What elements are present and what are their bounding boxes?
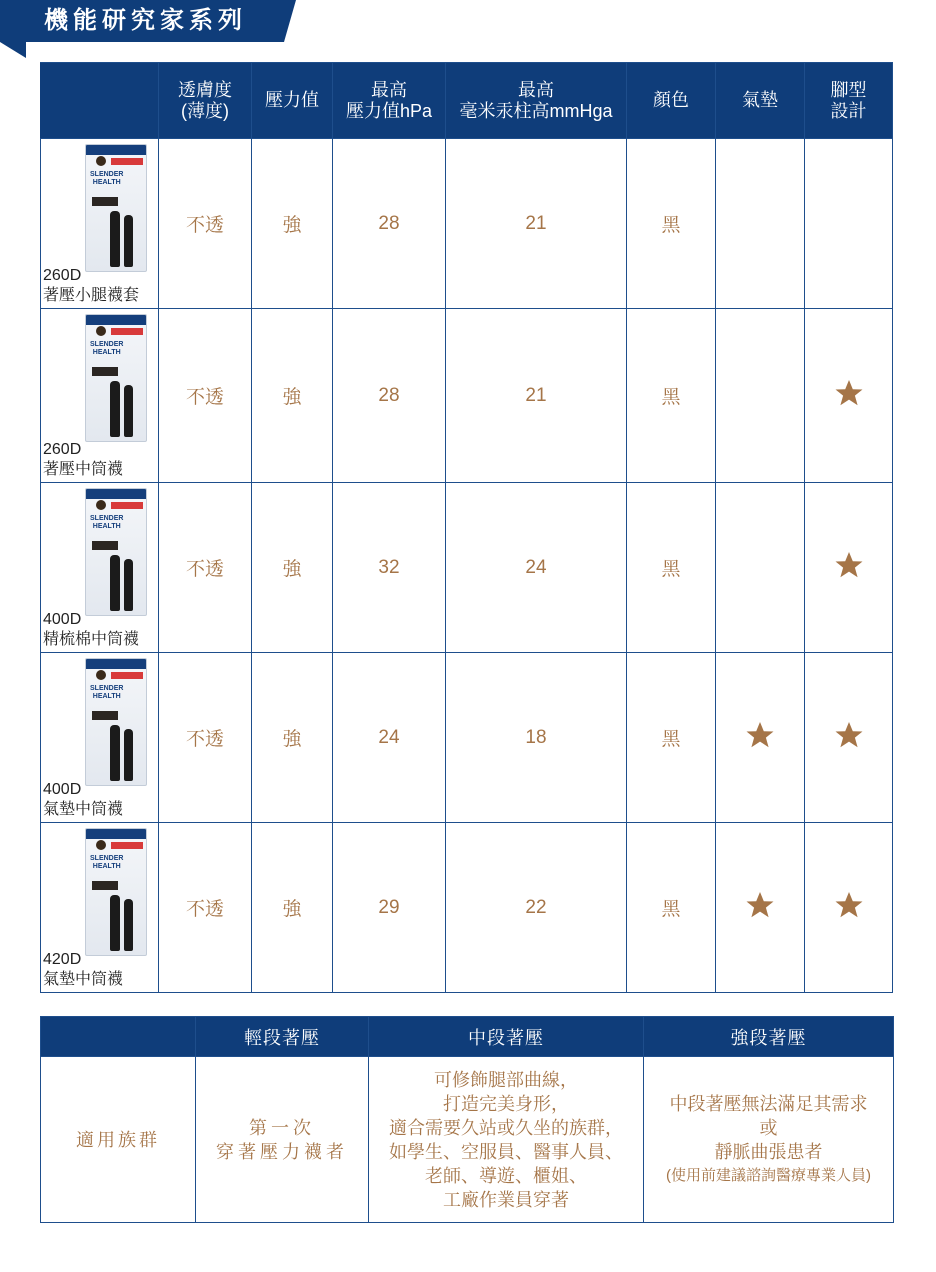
strong-pressure-desc: 中段著壓無法滿足其需求 或 靜脈曲張患者 (使用前建議諮詢醫療專業人員) bbox=[644, 1057, 894, 1223]
max-mmhg-value: 21 bbox=[446, 309, 627, 483]
max-hpa-value: 28 bbox=[333, 309, 446, 483]
sheerness-value: 不透 bbox=[159, 823, 252, 993]
sheerness-value: 不透 bbox=[159, 309, 252, 483]
max-hpa-value: 28 bbox=[333, 139, 446, 309]
shape-cell bbox=[805, 309, 893, 483]
pressure-value: 強 bbox=[252, 823, 333, 993]
spec-header-row bbox=[41, 63, 893, 139]
shape-cell bbox=[805, 653, 893, 823]
product-denier: 260D bbox=[43, 267, 82, 284]
product-cell bbox=[41, 309, 159, 483]
max-mmhg-value: 21 bbox=[446, 139, 627, 309]
product-cell bbox=[41, 139, 159, 309]
header-pressure: 壓力值 bbox=[252, 63, 333, 139]
product-package-image: SLENDER HEALTH bbox=[85, 488, 147, 616]
product-denier: 400D bbox=[43, 781, 82, 798]
spec-table bbox=[40, 62, 893, 993]
sheerness-value: 不透 bbox=[159, 653, 252, 823]
product-name: 氣墊中筒襪 bbox=[43, 801, 124, 818]
light-pressure-desc: 第一次 穿著壓力襪者 bbox=[196, 1057, 369, 1223]
star-icon bbox=[834, 720, 864, 750]
product-name: 氣墊中筒襪 bbox=[43, 971, 124, 988]
max-hpa-value: 29 bbox=[333, 823, 446, 993]
max-mmhg-value: 18 bbox=[446, 653, 627, 823]
shape-cell bbox=[805, 139, 893, 309]
product-name: 著壓小腿襪套 bbox=[43, 287, 140, 304]
product-denier: 420D bbox=[43, 951, 82, 968]
pressure-value: 強 bbox=[252, 139, 333, 309]
star-icon bbox=[745, 720, 775, 750]
color-value: 黑 bbox=[627, 139, 716, 309]
product-package-image: SLENDER HEALTH bbox=[85, 828, 147, 956]
product-name: 著壓中筒襪 bbox=[43, 461, 124, 478]
group-row bbox=[41, 1057, 894, 1223]
product-package-image: SLENDER HEALTH bbox=[85, 314, 147, 442]
max-hpa-value: 24 bbox=[333, 653, 446, 823]
cushion-cell bbox=[716, 139, 805, 309]
product-label bbox=[43, 266, 139, 306]
product-label bbox=[43, 610, 139, 650]
product-row bbox=[41, 823, 893, 993]
star-icon bbox=[745, 890, 775, 920]
product-row bbox=[41, 309, 893, 483]
product-denier: 400D bbox=[43, 611, 82, 628]
cushion-cell bbox=[716, 483, 805, 653]
medium-pressure-desc: 可修飾腿部曲線， 打造完美身形， 適合需要久站或久坐的族群， 如學生、空服員、醫事人員、 老師、導遊、櫃姐、 工廠作業員穿著 bbox=[369, 1057, 644, 1223]
group-header-light: 輕段著壓 bbox=[196, 1017, 369, 1057]
color-value: 黑 bbox=[627, 483, 716, 653]
product-label bbox=[43, 780, 123, 820]
star-icon bbox=[834, 890, 864, 920]
header-product bbox=[41, 63, 159, 139]
header-color: 顏色 bbox=[627, 63, 716, 139]
header-cushion: 氣墊 bbox=[716, 63, 805, 139]
group-header-strong: 強段著壓 bbox=[644, 1017, 894, 1057]
cushion-cell bbox=[716, 653, 805, 823]
series-title: 機能研究家系列 bbox=[44, 7, 247, 34]
strong-pressure-note: (使用前建議諮詢醫療專業人員) bbox=[666, 1166, 871, 1184]
product-denier: 260D bbox=[43, 441, 82, 458]
product-row bbox=[41, 653, 893, 823]
group-header-medium: 中段著壓 bbox=[369, 1017, 644, 1057]
target-group-table bbox=[40, 1016, 894, 1223]
shape-cell bbox=[805, 823, 893, 993]
header-shape: 腳型 設計 bbox=[805, 63, 893, 139]
product-row bbox=[41, 483, 893, 653]
color-value: 黑 bbox=[627, 653, 716, 823]
cushion-cell bbox=[716, 823, 805, 993]
product-row bbox=[41, 139, 893, 309]
product-cell bbox=[41, 823, 159, 993]
max-mmhg-value: 24 bbox=[446, 483, 627, 653]
group-header-row bbox=[41, 1017, 894, 1057]
product-label bbox=[43, 440, 123, 480]
pressure-value: 強 bbox=[252, 483, 333, 653]
product-cell bbox=[41, 483, 159, 653]
color-value: 黑 bbox=[627, 309, 716, 483]
group-row-label: 適用族群 bbox=[41, 1057, 196, 1223]
shape-cell bbox=[805, 483, 893, 653]
series-banner bbox=[0, 0, 296, 42]
header-sheerness: 透膚度 (薄度) bbox=[159, 63, 252, 139]
header-max-mmhg: 最高 毫米汞柱高mmHga bbox=[446, 63, 627, 139]
cushion-cell bbox=[716, 309, 805, 483]
max-hpa-value: 32 bbox=[333, 483, 446, 653]
star-icon bbox=[834, 378, 864, 408]
sheerness-value: 不透 bbox=[159, 483, 252, 653]
product-package-image: SLENDER HEALTH bbox=[85, 658, 147, 786]
product-label bbox=[43, 950, 123, 990]
pressure-value: 強 bbox=[252, 653, 333, 823]
product-package-image: SLENDER HEALTH bbox=[85, 144, 147, 272]
sheerness-value: 不透 bbox=[159, 139, 252, 309]
product-cell bbox=[41, 653, 159, 823]
product-name: 精梳棉中筒襪 bbox=[43, 631, 140, 648]
pressure-value: 強 bbox=[252, 309, 333, 483]
group-header-blank bbox=[41, 1017, 196, 1057]
max-mmhg-value: 22 bbox=[446, 823, 627, 993]
color-value: 黑 bbox=[627, 823, 716, 993]
star-icon bbox=[834, 550, 864, 580]
header-max-hpa: 最高 壓力值hPa bbox=[333, 63, 446, 139]
